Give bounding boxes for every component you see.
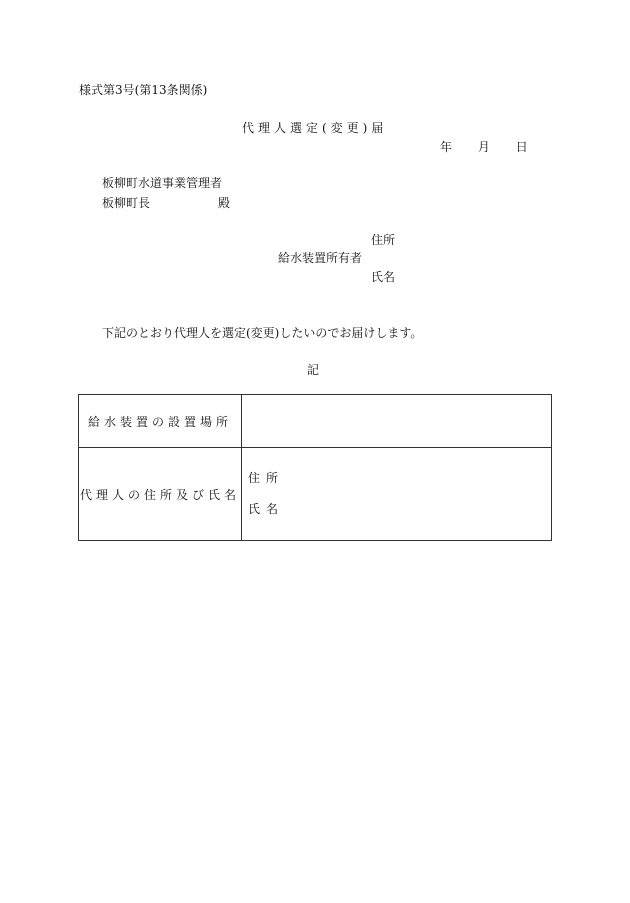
- document-title: 代理人選定(変更)届: [242, 121, 388, 135]
- agent-address-name-label: 代理人の住所及び氏名: [79, 448, 242, 541]
- form-number: 様式第3号(第13条関係): [79, 83, 208, 97]
- applicant-role: 給水装置所有者: [278, 251, 363, 265]
- body-text: 下記のとおり代理人を選定(変更)したいのでお届けします。: [102, 326, 423, 340]
- installation-location-label: 給水装置の設置場所: [79, 395, 242, 448]
- agent-address-label: 住所: [248, 471, 285, 485]
- applicant-address-label: 住所: [371, 233, 396, 247]
- details-table: [78, 394, 552, 541]
- agent-name-label: 氏名: [248, 502, 285, 516]
- date-day: 日: [515, 140, 528, 154]
- agent-address-name-field[interactable]: [242, 448, 552, 541]
- ki-heading: 記: [307, 363, 320, 377]
- date-line: [440, 138, 528, 155]
- addressee-line1: 板柳町水道事業管理者: [102, 176, 223, 190]
- table-row: [79, 395, 552, 448]
- date-month: 月: [477, 140, 490, 154]
- table-row: [79, 448, 552, 541]
- addressee-line2: 板柳町長: [102, 196, 151, 210]
- applicant-name-label: 氏名: [371, 270, 396, 284]
- date-year: 年: [440, 140, 453, 154]
- installation-location-field[interactable]: [242, 395, 552, 448]
- addressee-honorific: 殿: [218, 196, 231, 210]
